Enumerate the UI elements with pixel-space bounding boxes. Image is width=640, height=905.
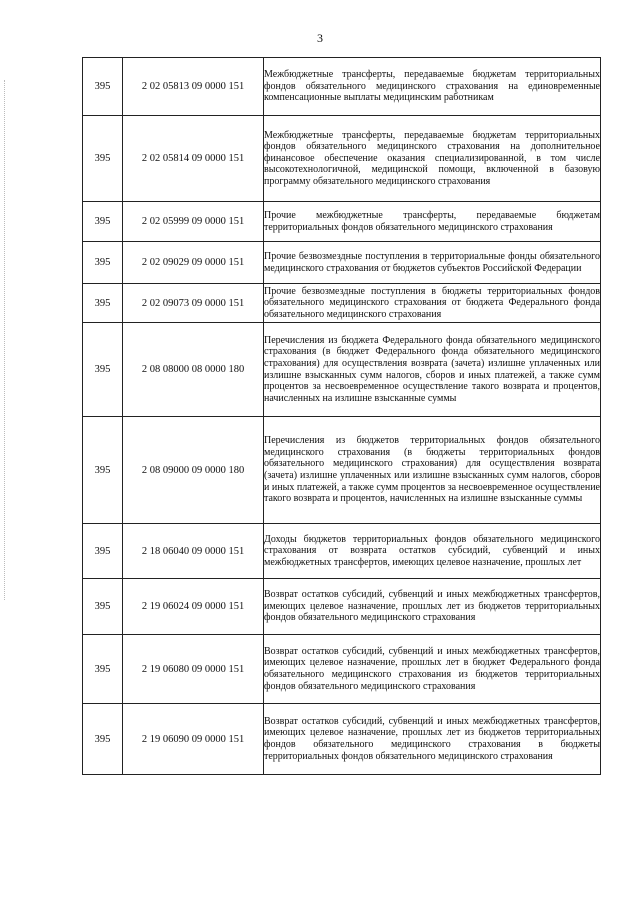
- page-number: 3: [317, 31, 323, 45]
- description-cell: Прочие межбюджетные трансферты, передаваемые бюджетам территориальных фондов обязательного медицинского страхования: [264, 202, 601, 242]
- description-cell: Межбюджетные трансферты, передаваемые бюджетам территориальных фондов обязательного медицинского страхования на дополнительное финансовое обеспечение оказания специализированной, в том числе высокотехнологичной, медицинской помощи, включенной в базовую программу обязательного медицинского страхования: [264, 116, 601, 202]
- description-cell: Возврат остатков субсидий, субвенций и иных межбюджетных трансфертов, имеющих целевое назначение, прошлых лет из бюджетов территориальных фондов обязательного медицинского страхования в бюджеты территориальных фондов обязательного медицинского страхования: [264, 704, 601, 775]
- admin-code-cell: 395: [83, 202, 123, 242]
- description-cell: Возврат остатков субсидий, субвенций и иных межбюджетных трансфертов, имеющих целевое назначение, прошлых лет из бюджетов территориальных фондов обязательного медицинского страхования: [264, 579, 601, 635]
- budget-code-cell: 2 19 06090 09 0000 151: [123, 704, 264, 775]
- budget-code-cell: 2 19 06080 09 0000 151: [123, 635, 264, 704]
- description-cell: Доходы бюджетов территориальных фондов обязательного медицинского страхования от возврата остатков субсидий, субвенций и иных межбюджетных трансфертов, имеющих целевое назначение, прошлых лет: [264, 524, 601, 579]
- budget-code-cell: 2 02 05814 09 0000 151: [123, 116, 264, 202]
- table-row: [83, 704, 601, 775]
- table-row: [83, 202, 601, 242]
- margin-scan-mark: [4, 80, 6, 600]
- budget-code-cell: 2 02 09029 09 0000 151: [123, 242, 264, 284]
- admin-code-cell: 395: [83, 323, 123, 417]
- admin-code-cell: 395: [83, 284, 123, 323]
- budget-code-cell: 2 02 05999 09 0000 151: [123, 202, 264, 242]
- table-row: [83, 524, 601, 579]
- budget-code-cell: 2 02 05813 09 0000 151: [123, 58, 264, 116]
- admin-code-cell: 395: [83, 704, 123, 775]
- table-row: [83, 323, 601, 417]
- admin-code-cell: 395: [83, 242, 123, 284]
- budget-code-cell: 2 08 09000 09 0000 180: [123, 417, 264, 524]
- admin-code-cell: 395: [83, 635, 123, 704]
- admin-code-cell: 395: [83, 579, 123, 635]
- admin-code-cell: 395: [83, 417, 123, 524]
- table-row: [83, 579, 601, 635]
- budget-code-cell: 2 18 06040 09 0000 151: [123, 524, 264, 579]
- admin-code-cell: 395: [83, 524, 123, 579]
- admin-code-cell: 395: [83, 58, 123, 116]
- table-row: [83, 58, 601, 116]
- table-row: [83, 116, 601, 202]
- description-cell: Перечисления из бюджета Федерального фонда обязательного медицинского страхования (в бюджет Федерального фонда обязательного медицинского страхования) для осуществления возврата (зачета) излишне уплаченных или излишне взысканных сумм налогов, сборов и иных платежей, а также сумм процентов за несвоевременное осуществление такого возврата и процентов, начисленных на излишне взысканные суммы: [264, 323, 601, 417]
- description-cell: Прочие безвозмездные поступления в территориальные фонды обязательного медицинского страхования от бюджетов субъектов Российской Федерации: [264, 242, 601, 284]
- table-row: [83, 417, 601, 524]
- table-row: [83, 635, 601, 704]
- table-row: [83, 284, 601, 323]
- budget-code-cell: 2 19 06024 09 0000 151: [123, 579, 264, 635]
- budget-codes-table: [82, 57, 601, 775]
- description-cell: Перечисления из бюджетов территориальных фондов обязательного медицинского страхования (в бюджеты территориальных фондов обязательного медицинского страхования) для осуществления возврата (зачета) излишне уплаченных или излишне взысканных сумм налогов, сборов и иных платежей, а также сумм процентов за несвоевременное осуществление такого возврата и процентов, начисленных на излишне взысканные суммы: [264, 417, 601, 524]
- description-cell: Межбюджетные трансферты, передаваемые бюджетам территориальных фондов обязательного медицинского страхования на единовременные компенсационные выплаты медицинским работникам: [264, 58, 601, 116]
- budget-code-cell: 2 02 09073 09 0000 151: [123, 284, 264, 323]
- description-cell: Прочие безвозмездные поступления в бюджеты территориальных фондов обязательного медицинского страхования от бюджета Федерального фонда обязательного медицинского страхования: [264, 284, 601, 323]
- admin-code-cell: 395: [83, 116, 123, 202]
- budget-code-cell: 2 08 08000 08 0000 180: [123, 323, 264, 417]
- table-row: [83, 242, 601, 284]
- description-cell: Возврат остатков субсидий, субвенций и иных межбюджетных трансфертов, имеющих целевое назначение, прошлых лет в бюджет Федерального фонда обязательного медицинского страхования из бюджетов территориальных фондов обязательного медицинского страхования: [264, 635, 601, 704]
